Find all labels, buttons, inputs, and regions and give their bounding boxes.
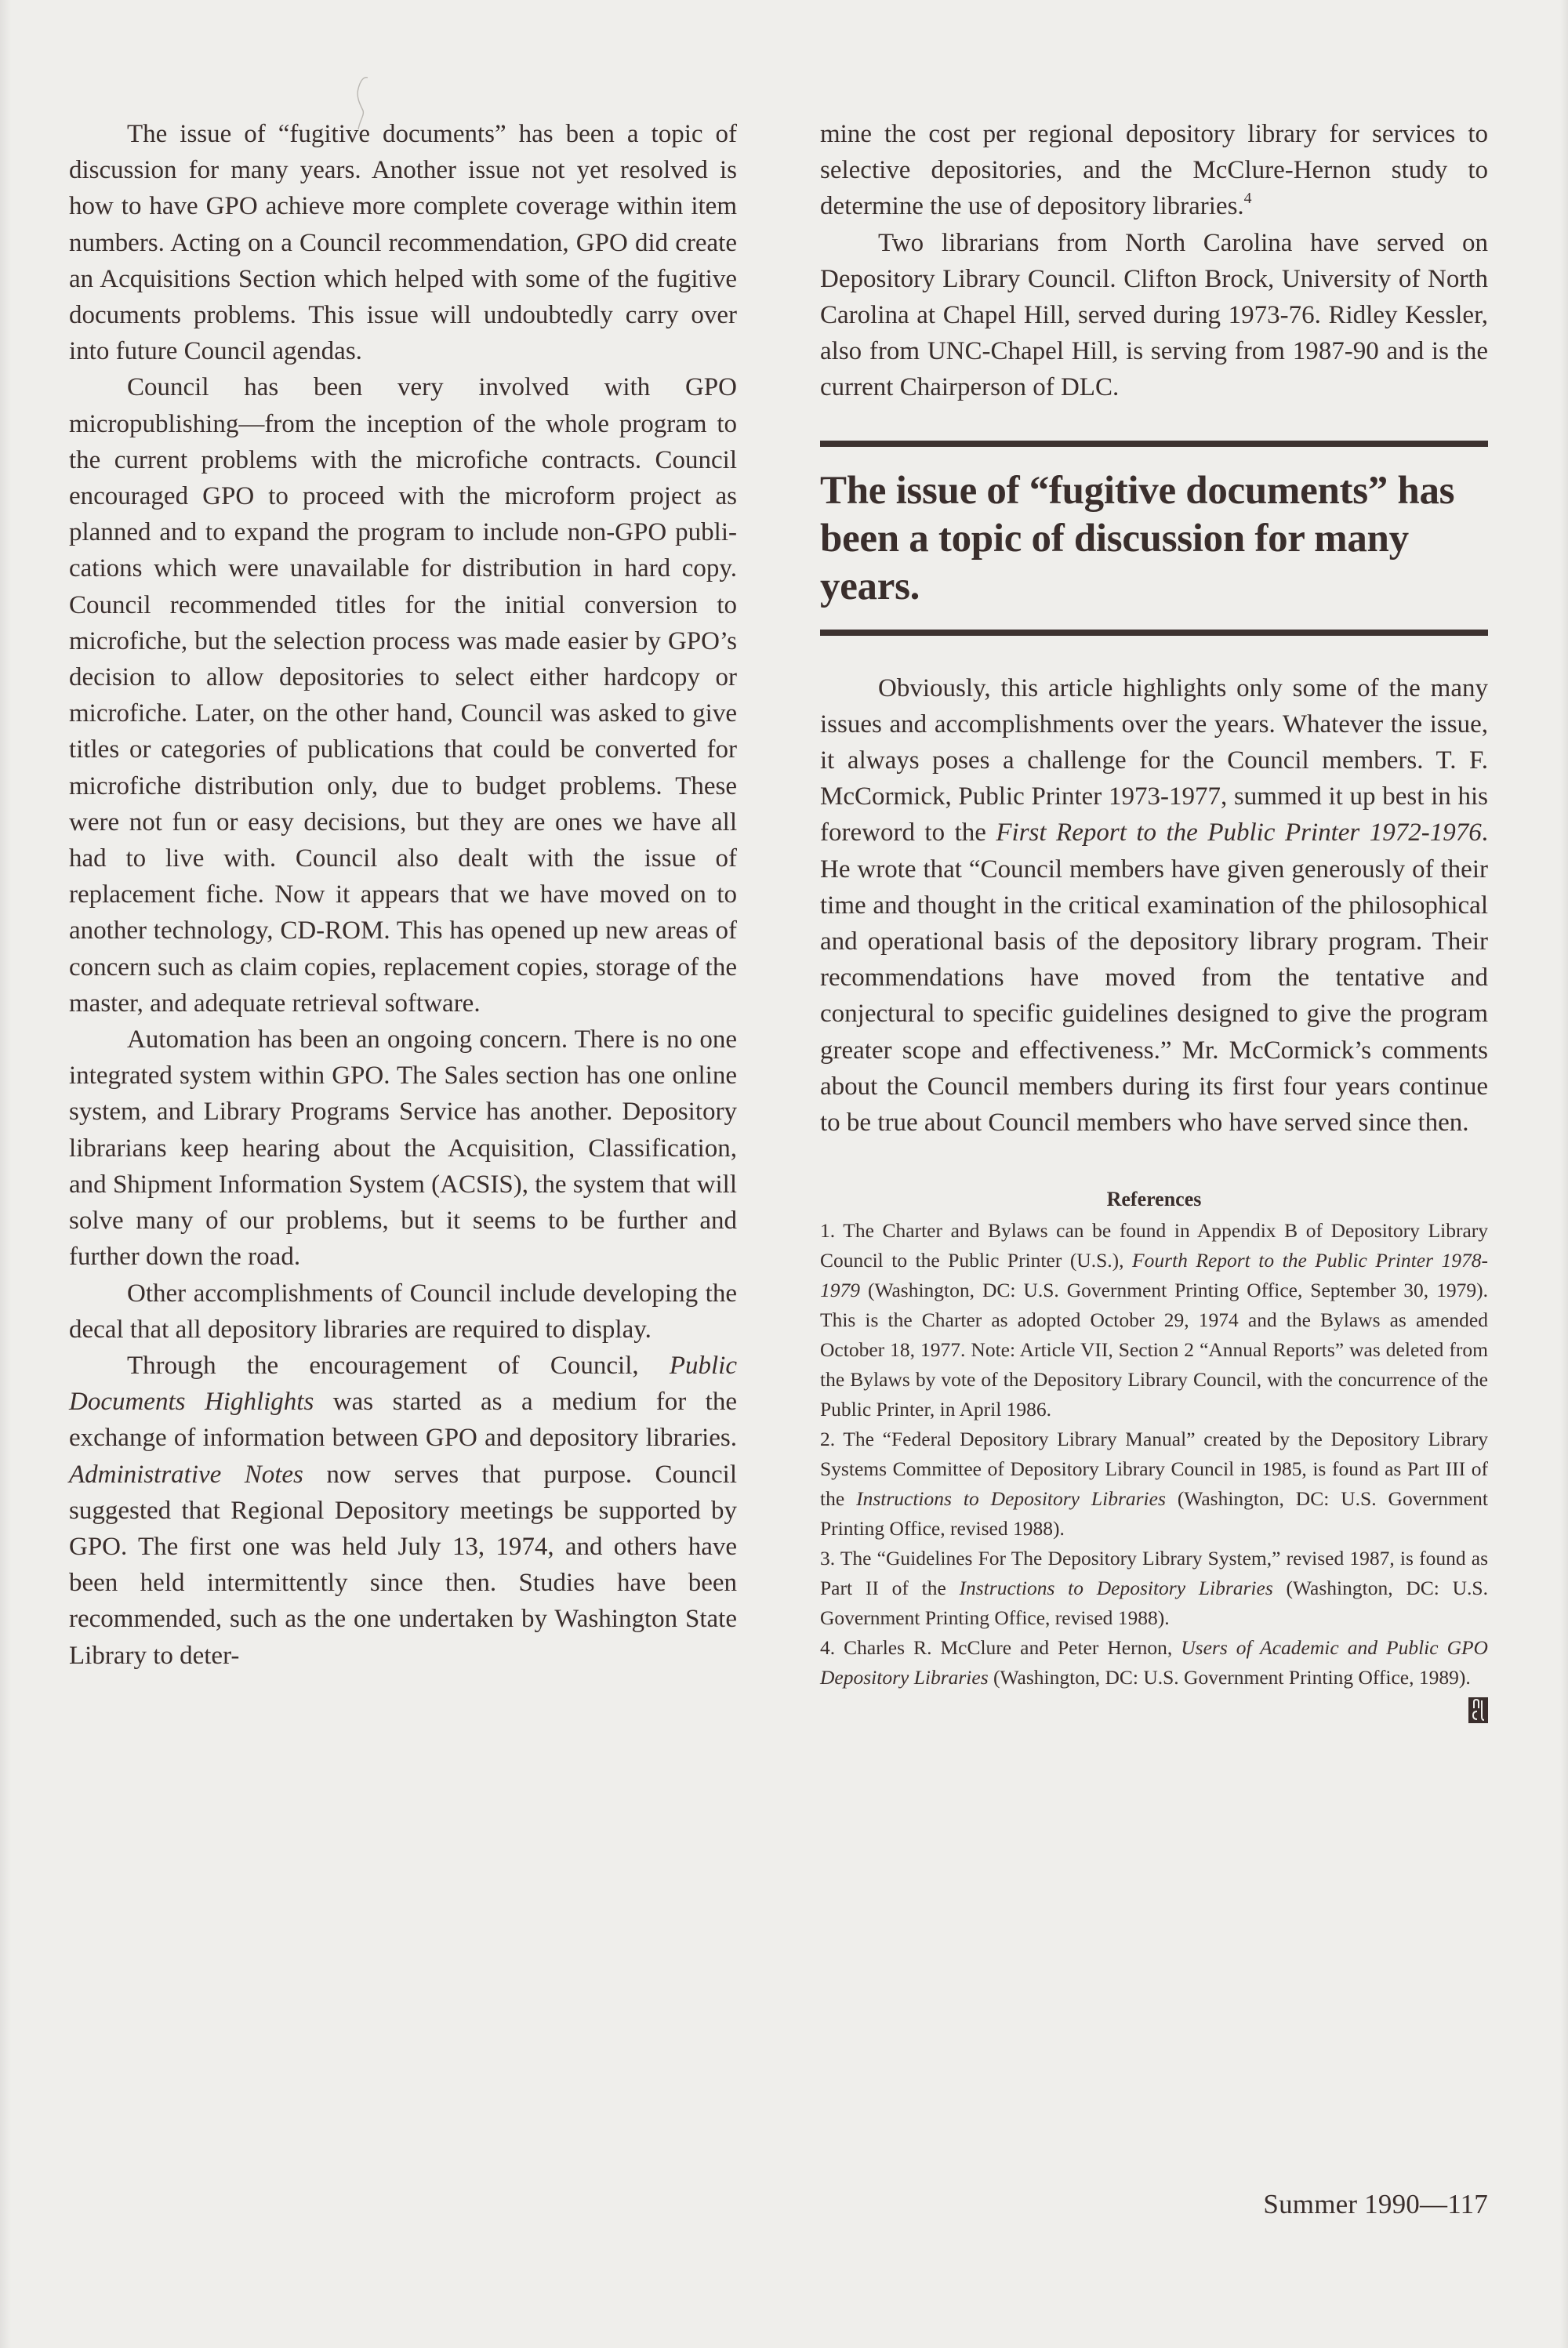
right-column bbox=[820, 116, 1488, 1723]
page-number: 117 bbox=[1447, 2189, 1488, 2219]
text-run: 1. The Charter and Bylaws can be found in Appendix B of Depository Library Council to the Public Printer (U.S.), bbox=[820, 1219, 1488, 1272]
text-run: (Washington, DC: U.S. Government Printing Office, 1989). bbox=[988, 1666, 1471, 1689]
page-footer bbox=[1263, 2189, 1488, 2220]
paragraph-north-carolina-librarians: Two librarians from North Carolina have served on Depository Library Council. Clifton Brock, University of North Carolina at Chapel Hill, served during 1973-76. Ridley Kessler, also from UNC-Chapel Hill, is serving from 1987-90 and is the current Chairperson of DLC. bbox=[820, 228, 1488, 402]
pull-quote-text: The issue of “fugitive documents” has been a topic of discussion for many years. bbox=[820, 468, 1455, 608]
reference-italic-title: Instructions to Depository Libraries bbox=[856, 1487, 1166, 1511]
text-run: Through the encouragement of Council, bbox=[127, 1351, 670, 1380]
reference-item bbox=[820, 1216, 1488, 1424]
left-column bbox=[69, 116, 737, 1674]
italic-title-public-documents-highlights: Public Documents Highlights bbox=[69, 1351, 737, 1417]
text-run: . He wrote that “Council members have given generously of their time and thought in the critical examination of the philosophical and operational basis of the depository library program. Their recommendations have moved from the tentative and conjectural to specific guidelines designed to give the program greater scope and effectiveness.” Mr. McCormick’s comments about the Council members during its first four years continue to be true about Council members who have served since then. bbox=[820, 818, 1488, 1138]
text-run: was started as a medium for the exchange of information between GPO and depository libraries. bbox=[69, 1388, 737, 1453]
reference-item bbox=[820, 1633, 1488, 1693]
paragraph-encouragement bbox=[69, 1348, 737, 1674]
paragraph-conclusion bbox=[820, 670, 1488, 1141]
paragraph-continued-studies bbox=[820, 116, 1488, 225]
dttp-end-mark-icon bbox=[1468, 1697, 1488, 1723]
reference-italic-title: Users of Academic and Public GPO Depository Libraries bbox=[820, 1636, 1488, 1689]
italic-title-first-report: First Report to the Public Printer 1972-1976 bbox=[996, 818, 1482, 847]
italic-title-administrative-notes: Administrative Notes bbox=[69, 1460, 303, 1489]
footnote-reference: 4 bbox=[1243, 190, 1252, 208]
text-run: now serves that purpose. Council suggested that Regional Depository meetings be supported by GPO. The first one was held July 13, 1974, and others have been held intermittently since then. Studies have been recommended, such as the one undertaken by Washington State Library to deter- bbox=[69, 1460, 737, 1670]
footer-separator: — bbox=[1419, 2189, 1448, 2219]
paragraph-micropublishing: Council has been very involved with GPO micropublishing—from the inception of the whole program to the current problems with the microfiche contracts. Council encouraged GPO to proceed with the microform project as planned and to expand the program to include non-GPO publications which were unavailable for distribution in hard copy. Council recommended titles for the initial conversion to microfiche, but the selection process was made easier by GPO’s decision to allow depositories to select either hardcopy or microfiche. Later, on the other hand, Council was asked to give titles or categories of publications that could be converted for microfiche distribution only, due to budget problems. These were not fun or easy decisions, but they are ones we have all had to live with. Council also dealt with the issue of replacement fiche. Now it appears that we have moved on to another technology, CD-ROM. This has opened up new areas of concern such as claim copies, replacement copies, storage of the master, and adequate retrieval software. bbox=[69, 373, 737, 1018]
reference-italic-title: Instructions to Depository Libraries bbox=[959, 1577, 1273, 1600]
text-run: (Washington, DC: U.S. Government Printing Office, revised 1988). bbox=[820, 1487, 1489, 1541]
text-run: (Washington, DC: U.S. Government Printing Office, revised 1988). bbox=[820, 1577, 1488, 1630]
issue-label: Summer 1990 bbox=[1263, 2189, 1420, 2219]
text-run: mine the cost per regional depository library for services to selective depositories, and the McClure-Hernon study to determine the use of depository libraries. bbox=[820, 120, 1488, 221]
text-run: 4. Charles R. McClure and Peter Hernon, bbox=[820, 1636, 1181, 1660]
references-heading: References bbox=[1106, 1188, 1202, 1211]
text-run: 2. The “Federal Depository Library Manual” created by the Depository Library Systems Committee of Depository Library Council in 1985, is found as Part III of the bbox=[820, 1428, 1488, 1511]
text-run: (Washington, DC: U.S. Government Printing Office, September 30, 1979). This is the Charter as adopted October 29, 1974 and the Bylaws as amended October 18, 1977. Note: Article VII, Section 2 “Annual Reports” was deleted from the Bylaws by vote of the Depository Library Council, with the concurrence of the Public Printer, in April 1986. bbox=[820, 1279, 1488, 1421]
reference-item bbox=[820, 1544, 1488, 1633]
text-run: Obviously, this article highlights only some of the many issues and accomplishments over the years. Whatever the issue, it always poses a challenge for the Council members. T. F. McCormick, Public Printer 1973-1977, summed it up best in his foreword to the bbox=[820, 673, 1488, 847]
paragraph-accomplishments: Other accomplishments of Council include developing the decal that all depository libraries are required to display. bbox=[69, 1279, 737, 1344]
references-section bbox=[820, 1185, 1488, 1693]
reference-italic-title: Fourth Report to the Public Printer 1978-1979 bbox=[820, 1249, 1488, 1302]
paragraph-automation: Automation has been an ongoing concern. There is no one integrated system within GPO. The Sales section has one online system, and Library Programs Service has another. Depository librarians keep hearing about the Acquisition, Classification, and Shipment Information System (ACSIS), the system that will solve many of our problems, but it seems to be further and further down the road. bbox=[69, 1025, 737, 1272]
text-run: 3. The “Guidelines For The Depository Library System,” revised 1987, is found as Part II of the bbox=[820, 1547, 1488, 1600]
reference-item bbox=[820, 1424, 1488, 1544]
paragraph-fugitive-documents: The issue of “fugitive documents” has been a topic of discussion for many years. Another issue not yet resolved is how to have GPO achieve more complete coverage within item numbers. Acting on a Council recommendation, GPO did create an Acquisitions Section which helped with some of the fugitive documents problems. This issue will undoubtedly carry over into future Council agendas. bbox=[69, 120, 737, 366]
pull-quote bbox=[820, 441, 1488, 636]
